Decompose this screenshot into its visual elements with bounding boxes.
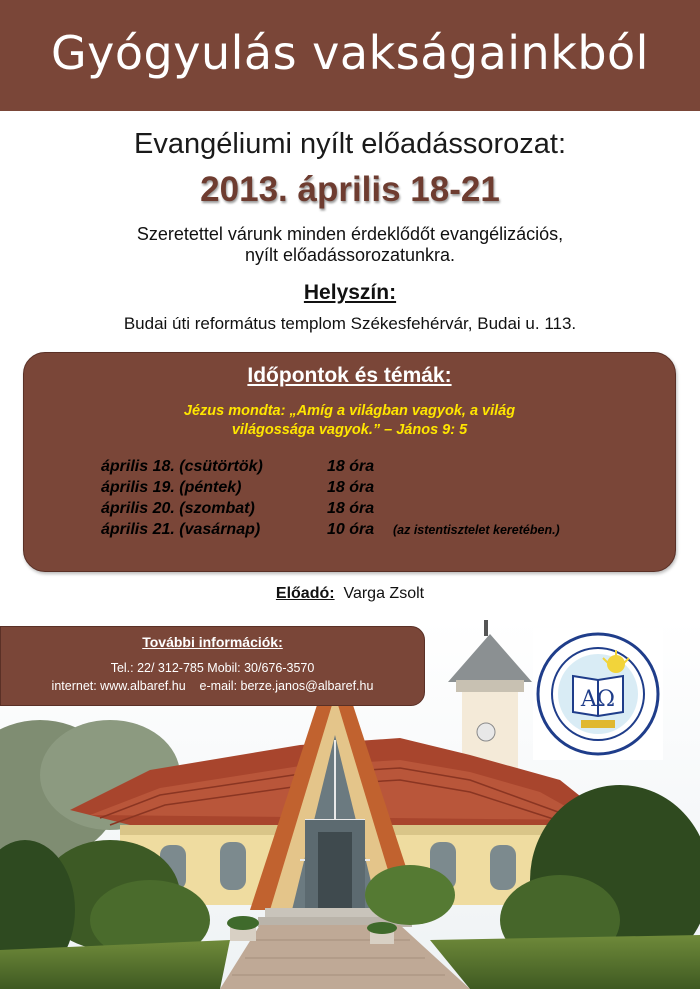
speaker-label: Előadó:	[275, 585, 335, 602]
church-seal-logo	[533, 628, 663, 760]
schedule-day: április 19. (péntek)	[101, 479, 242, 496]
schedule-day: április 20. (szombat)	[101, 500, 255, 517]
venue-heading: Helyszín:	[303, 281, 397, 304]
schedule-heading: Időpontok és témák:	[247, 364, 452, 387]
svg-text:AΩ: AΩ	[580, 687, 616, 712]
schedule-day: április 18. (csütörtök)	[101, 458, 263, 475]
event-date: 2013. április 18-21	[200, 170, 500, 209]
invitation-line-2: nyílt előadássorozatunkra.	[244, 245, 456, 265]
bible-quote	[104, 402, 595, 440]
invitation-text	[0, 224, 700, 266]
quote-line-1: Jézus mondta: „Amíg a világban vagyok, a világ	[183, 403, 516, 419]
quote-line-2: világossága vagyok.” – János 9: 5	[231, 422, 468, 438]
schedule-time: 18 óra	[327, 479, 375, 496]
schedule-time: 18 óra	[327, 500, 375, 517]
invitation-line-1: Szeretettel várunk minden érdeklődőt evangélizációs,	[136, 224, 564, 244]
schedule-box	[23, 352, 676, 572]
title-banner	[0, 0, 700, 111]
event-subtitle: Evangéliumi nyílt előadássorozat:	[133, 128, 566, 160]
schedule-day: április 21. (vasárnap)	[101, 521, 261, 538]
speaker-line	[0, 585, 700, 603]
speaker-name: Varga Zsolt	[343, 585, 425, 602]
contact-phone: Tel.: 22/ 312-785 Mobil: 30/676-3570	[110, 661, 315, 675]
poster-title: Gyógyulás vakságainkból	[51, 26, 649, 80]
info-box	[0, 626, 425, 706]
schedule-time: 18 óra	[327, 458, 375, 475]
info-heading: További információk:	[142, 634, 283, 650]
schedule-note: (az istentisztelet keretében.)	[393, 523, 560, 537]
contact-web-email: internet: www.albaref.hu e-mail: berze.janos@albaref.hu	[51, 679, 374, 693]
schedule-time: 10 óra	[327, 521, 375, 538]
venue-address: Budai úti református templom Székesfehérvár, Budai u. 113.	[123, 314, 577, 333]
